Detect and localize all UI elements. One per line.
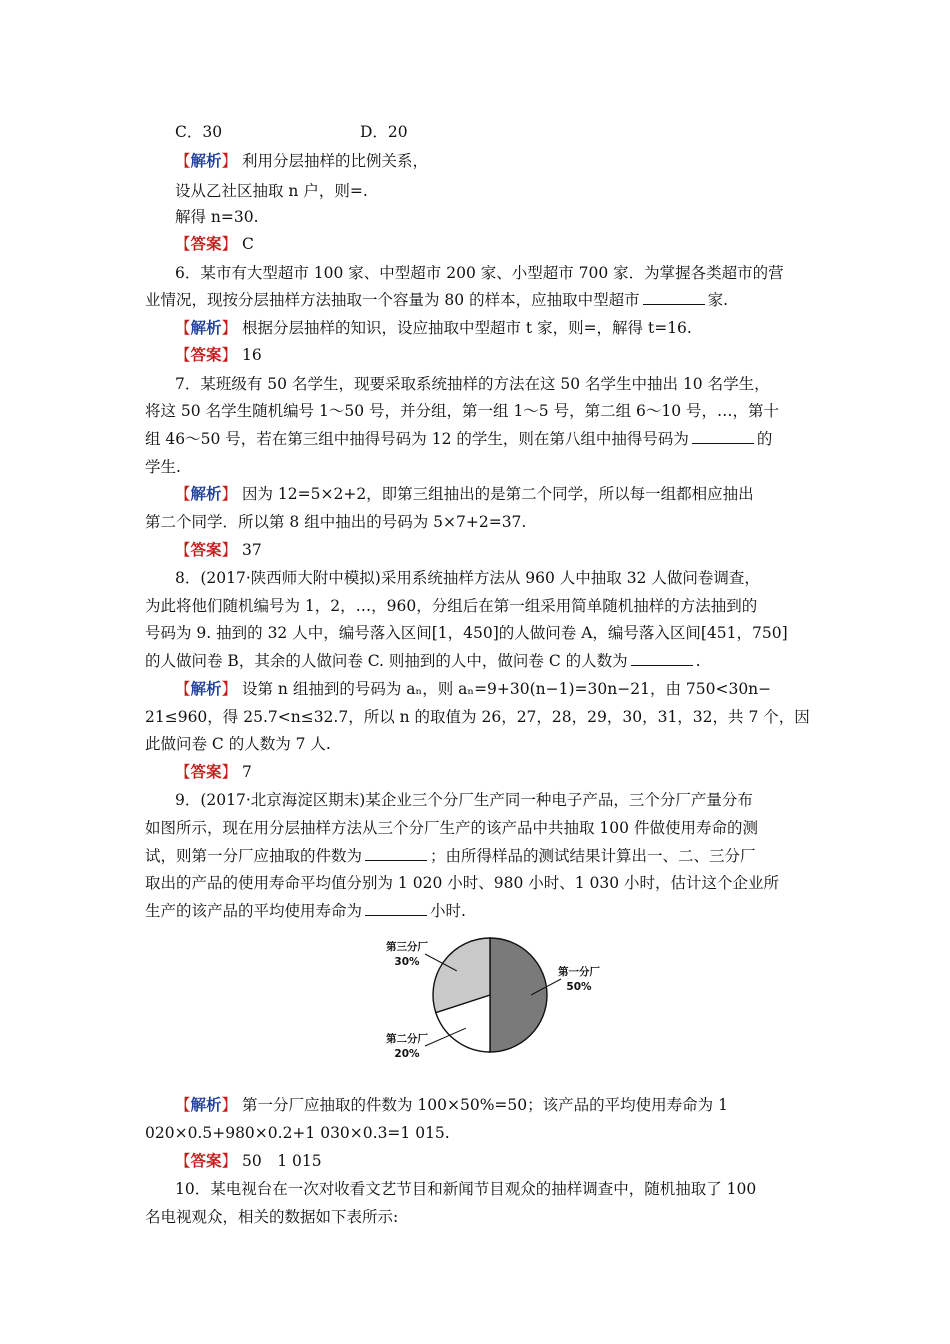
pie-slice-1 — [490, 938, 547, 1052]
q7-line4: 学生. — [145, 458, 181, 476]
answer-tag: 【答案】 — [175, 1152, 238, 1170]
option-d: D．20 — [360, 123, 408, 141]
q8-analysis-line2: 21≤960，得 25.7<n≤32.7，所以 n 的取值为 26，27，28，29，30，31，32，共 7 个，因 — [145, 708, 810, 726]
q9-line2: 如图所示，现在用分层抽样方法从三个分厂生产的该产品中共抽取 100 件做使用寿命的测 — [145, 819, 758, 837]
q6-line2: 业情况，现按分层抽样方法抽取一个容量为 80 的样本，应抽取中型超市 家. — [145, 291, 729, 309]
q8-answer: 【答案】 7 — [175, 763, 252, 781]
pie-category-label: 第三分厂 — [386, 941, 428, 953]
answer-blank — [631, 651, 693, 666]
q7-line1: 7．某班级有 50 名学生，现要采取系统抽样的方法在这 50 名学生中抽出 10 名学生， — [175, 375, 770, 393]
q9-answer: 【答案】 50 1 015 — [175, 1152, 322, 1170]
analysis-tag: 【解析】 — [175, 152, 238, 170]
option-row — [175, 121, 845, 143]
q8-line4: 的人做问卷 B，其余的人做问卷 C. 则抽到的人中，做问卷 C 的人数为 . — [145, 652, 701, 670]
analysis-tag: 【解析】 — [175, 485, 238, 503]
pie-percent-label: 50% — [566, 981, 592, 993]
analysis-tag: 【解析】 — [175, 319, 238, 337]
q9-analysis-line2: 020×0.5+980×0.2+1 030×0.3=1 015. — [145, 1124, 450, 1142]
q7-analysis: 【解析】 因为 12=5×2+2，即第三组抽出的是第二个同学，所以每一组都相应抽出 — [175, 485, 754, 503]
answer-blank — [692, 429, 754, 444]
q6-answer: 【答案】 16 — [175, 346, 262, 364]
q7-answer: 【答案】 37 — [175, 541, 262, 559]
answer-blank — [365, 846, 427, 861]
q9-line3: 试，则第一分厂应抽取的件数为 ；由所得样品的测试结果计算出一、二、三分厂 — [145, 847, 756, 865]
q8-analysis: 【解析】 设第 n 组抽到的号码为 aₙ，则 aₙ=9+30(n−1)=30n−21，由 750<30n− — [175, 680, 772, 698]
q5-answer: 【答案】 C — [175, 235, 254, 253]
q9-analysis: 【解析】 第一分厂应抽取的件数为 100×50%=50；该产品的平均使用寿命为 1 — [175, 1096, 728, 1114]
q7-analysis-line2: 第二个同学．所以第 8 组中抽出的号码为 5×7+2=37. — [145, 513, 527, 531]
q7-line3: 组 46～50 号，若在第三组中抽得号码为 12 的学生，则在第八组中抽得号码为 的 — [145, 430, 773, 448]
answer-tag: 【答案】 — [175, 541, 238, 559]
q5-analysis: 【解析】 利用分层抽样的比例关系， — [175, 152, 428, 170]
q8-analysis-line3: 此做问卷 C 的人数为 7 人. — [145, 735, 331, 753]
answer-tag: 【答案】 — [175, 235, 238, 253]
pie-percent-label: 20% — [394, 1048, 420, 1060]
answer-blank — [643, 290, 705, 305]
analysis-tag: 【解析】 — [175, 680, 238, 698]
q8-line2: 为此将他们随机编号为 1，2，…，960，分组后在第一组采用简单随机抽样的方法抽到的 — [145, 597, 758, 615]
q10-line1: 10．某电视台在一次对收看文艺节目和新闻节目观众的抽样调查中，随机抽取了 100 — [175, 1180, 757, 1198]
answer-blank — [365, 901, 427, 916]
pie-category-label: 第一分厂 — [558, 966, 600, 978]
q8-line3: 号码为 9. 抽到的 32 人中，编号落入区间[1，450]的人做问卷 A，编号落入区间[451，750] — [145, 624, 788, 642]
q5-line2: 设从乙社区抽取 n 户，则=. — [175, 182, 368, 200]
answer-tag: 【答案】 — [175, 346, 238, 364]
q9-line4: 取出的产品的使用寿命平均值分别为 1 020 小时、980 小时、1 030 小时，估计这个企业所 — [145, 874, 780, 892]
option-c: C．30 — [175, 123, 223, 141]
q5-line3: 解得 n=30. — [175, 208, 259, 226]
q10-line2: 名电视观众，相关的数据如下表所示: — [145, 1208, 399, 1226]
q7-line2: 将这 50 名学生随机编号 1～50 号，并分组，第一组 1～5 号，第二组 6～10 号，…，第十 — [145, 402, 780, 420]
q6-analysis: 【解析】 根据分层抽样的知识，设应抽取中型超市 t 家，则=，解得 t=16. — [175, 319, 692, 337]
q6-line1: 6．某市有大型超市 100 家、中型超市 200 家、小型超市 700 家．为掌握各类超市的营 — [175, 264, 784, 282]
pie-chart — [360, 925, 620, 1065]
analysis-tag: 【解析】 — [175, 1096, 238, 1114]
pie-category-label: 第二分厂 — [386, 1033, 428, 1045]
q8-line1: 8．(2017·陕西师大附中模拟)采用系统抽样方法从 960 人中抽取 32 人做问卷调查， — [175, 569, 760, 587]
q9-line1: 9．(2017·北京海淀区期末)某企业三个分厂生产同一种电子产品，三个分厂产量分布 — [175, 791, 753, 809]
q9-line5: 生产的该产品的平均使用寿命为 小时. — [145, 902, 466, 920]
pie-percent-label: 30% — [394, 956, 420, 968]
answer-tag: 【答案】 — [175, 763, 238, 781]
